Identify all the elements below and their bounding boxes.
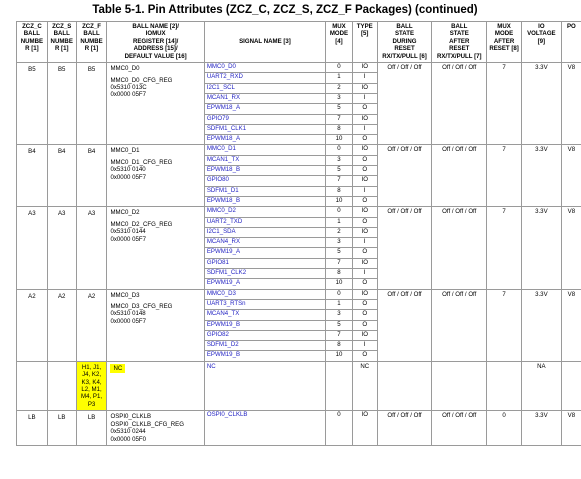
signal-link[interactable]: SDFM1_CLK2: [204, 269, 325, 279]
ball-name-line: MMC0_D2_CFG_REG: [110, 220, 173, 228]
mux-mode: 10: [326, 279, 353, 289]
signal-link[interactable]: EPWM18_B: [204, 196, 325, 206]
table-title: Table 5-1. Pin Attributes (ZCZ_C, ZCZ_S, ZCZ_F Packages) (continued): [92, 4, 478, 16]
signal-type: IO: [352, 114, 377, 124]
mux-mode: 2: [326, 83, 353, 93]
ball-number-zcz-f: LB: [76, 411, 107, 446]
mux-mode: 3: [326, 238, 353, 248]
signal-link[interactable]: I2C1_SCL: [204, 83, 325, 93]
mux-mode-after: 7: [487, 207, 522, 289]
signal-type: IO: [352, 176, 377, 186]
power: V8: [561, 289, 581, 361]
signal-type: I: [352, 269, 377, 279]
table-row: [17, 145, 581, 155]
ball-name-line: MMC0_D3: [110, 291, 140, 299]
ball-number-zcz-s: B4: [47, 145, 76, 207]
header-line: BALL: [53, 30, 70, 38]
signal-link[interactable]: EPWM19_A: [204, 248, 325, 258]
header-line: STATE: [449, 30, 469, 38]
header-po: PO: [561, 22, 581, 63]
ball-list-line: L2, M1,: [81, 385, 102, 393]
table-row: [17, 411, 581, 446]
header-line: IOMUX: [145, 30, 166, 38]
signal-type: O: [352, 104, 377, 114]
header-line: IO: [538, 23, 545, 30]
ball-state-after: Off / Off / Off: [432, 207, 487, 289]
header-line: [5]: [361, 30, 369, 38]
table-row: [17, 289, 581, 299]
mux-mode: 8: [326, 124, 353, 134]
header-mux-mode-after: [487, 22, 522, 63]
ball-state-after: Off / Off / Off: [432, 411, 487, 446]
ball-number-zcz-s: [47, 361, 76, 411]
signal-link[interactable]: I2C1_SDA: [204, 227, 325, 237]
ball-name-line: 0x0000 05F7: [110, 235, 147, 243]
header-line: AFTER: [449, 37, 470, 45]
header-line: ADDRESS [15]/: [133, 45, 178, 53]
ball-number-zcz-s: A2: [47, 289, 76, 361]
io-voltage: 3.3V: [522, 145, 562, 207]
mux-mode: 5: [326, 320, 353, 330]
io-voltage: 3.3V: [522, 411, 562, 446]
ball-number-zcz-c: LB: [17, 411, 48, 446]
header-line: BALL: [23, 30, 41, 38]
power: V8: [561, 411, 581, 446]
header-line: NUMBE: [80, 37, 103, 45]
signal-link[interactable]: MMC0_D1: [204, 145, 325, 155]
ball-name-line: 0x5310 0144: [110, 228, 146, 236]
signal-link[interactable]: UART2_TXD: [204, 217, 325, 227]
pin-attributes-table-wrapper: [16, 21, 581, 446]
ball-number-zcz-f: B4: [76, 145, 107, 207]
table-row: [17, 207, 581, 217]
mux-mode: 7: [326, 330, 353, 340]
mux-mode: 0: [326, 289, 353, 299]
ball-number-zcz-c: A2: [17, 289, 48, 361]
header-line: TYPE: [356, 23, 373, 30]
table-row-nc: [17, 361, 581, 411]
header-line: VOLTAGE: [527, 30, 556, 38]
mux-mode-after: 7: [487, 289, 522, 361]
signal-type: IO: [352, 258, 377, 268]
ball-state-after: Off / Off / Off: [432, 289, 487, 361]
mux-mode: 7: [326, 176, 353, 186]
ball-number-zcz-c: B4: [17, 145, 48, 207]
signal-type: O: [352, 310, 377, 320]
signal-type: IO: [352, 63, 377, 73]
mux-mode: 8: [326, 269, 353, 279]
signal-type: I: [352, 124, 377, 134]
signal-type: NC: [352, 361, 377, 411]
signal-type: IO: [352, 83, 377, 93]
signal-type: O: [352, 155, 377, 165]
header-line: [9]: [537, 37, 546, 45]
mux-mode: 1: [326, 73, 353, 83]
ball-name-nc: NC: [110, 364, 125, 373]
mux-mode-after: [487, 361, 522, 411]
highlighted-ball-list: [77, 362, 107, 411]
power: V8: [561, 145, 581, 207]
ball-list-line: P3: [87, 400, 96, 408]
ball-name-cell: [107, 207, 204, 289]
signal-link[interactable]: NC: [204, 361, 325, 411]
power: V8: [561, 207, 581, 289]
ball-name-cell: [107, 145, 204, 207]
mux-mode: 1: [326, 299, 353, 309]
signal-link[interactable]: MMC0_D0: [204, 63, 325, 73]
ball-name-line: 0x0000 05F0: [110, 435, 147, 443]
ball-name-line: MMC0_D3_CFG_REG: [110, 303, 173, 311]
signal-link[interactable]: EPWM18_A: [204, 104, 325, 114]
signal-type: O: [352, 217, 377, 227]
ball-name-cell: [107, 63, 204, 145]
signal-type: IO: [352, 207, 377, 217]
signal-type: I: [352, 238, 377, 248]
signal-type: IO: [352, 289, 377, 299]
header-line: RESET [8]: [489, 45, 519, 53]
ball-name-cell: [107, 289, 204, 361]
signal-link[interactable]: MMC0_D3: [204, 289, 325, 299]
signal-type: I: [352, 94, 377, 104]
header-line: REGISTER [14]/: [132, 37, 179, 45]
header-line: ZCZ_S: [52, 23, 72, 30]
mux-mode: 5: [326, 248, 353, 258]
signal-type: IO: [352, 145, 377, 155]
mux-mode: 7: [326, 258, 353, 268]
signal-link[interactable]: EPWM19_B: [204, 320, 325, 330]
signal-type: O: [352, 279, 377, 289]
header-line: RESET: [449, 45, 470, 53]
signal-type: O: [352, 166, 377, 176]
signal-link[interactable]: UART3_RTSn: [204, 299, 325, 309]
ball-name-line: 0x5310 0148: [110, 310, 146, 318]
signal-link[interactable]: GPIO79: [204, 114, 325, 124]
mux-mode: 10: [326, 351, 353, 361]
ball-state-after: Off / Off / Off: [432, 145, 487, 207]
signal-link[interactable]: GPIO80: [204, 176, 325, 186]
pin-attributes-table: [16, 21, 581, 446]
header-line: MODE: [329, 30, 349, 38]
signal-link[interactable]: MCAN4_RX: [204, 238, 325, 248]
header-io-voltage: [522, 22, 562, 63]
signal-type: O: [352, 299, 377, 309]
signal-link[interactable]: EPWM18_A: [204, 135, 325, 145]
table-row: [17, 63, 581, 73]
header-line: RESET: [394, 45, 415, 53]
signal-link[interactable]: UART2_RXD: [204, 73, 325, 83]
io-voltage: NA: [522, 361, 562, 411]
power: [561, 361, 581, 411]
signal-link[interactable]: MMC0_D2: [204, 207, 325, 217]
mux-mode: 5: [326, 166, 353, 176]
mux-mode: 7: [326, 114, 353, 124]
mux-mode-after: 7: [487, 63, 522, 145]
ball-name-line: MMC0_D2: [110, 209, 140, 217]
header-line: STATE: [394, 30, 415, 38]
header-zcz-f: [76, 22, 107, 63]
ball-name-line: 0x5310 0244: [110, 428, 146, 436]
mux-mode: 3: [326, 310, 353, 320]
header-signal-name: SIGNAL NAME [3]: [204, 22, 325, 63]
header-line: BALL: [396, 23, 413, 30]
header-ball-name: [107, 22, 204, 63]
ball-list-line: M4, P1,: [81, 393, 103, 401]
mux-mode: 1: [326, 217, 353, 227]
header-line: RX/TX/PULL [6]: [382, 52, 427, 60]
header-line: R [1]: [25, 45, 39, 53]
mux-mode: 0: [326, 145, 353, 155]
mux-mode: 8: [326, 341, 353, 351]
mux-mode: 0: [326, 207, 353, 217]
header-line: MODE: [494, 30, 514, 38]
signal-type: O: [352, 135, 377, 145]
ball-number-zcz-c: [17, 361, 48, 411]
ball-name-line: MMC0_D0_CFG_REG: [110, 76, 173, 84]
header-line: NUMBE: [20, 37, 44, 45]
signal-type: O: [352, 351, 377, 361]
header-line: NUMBE: [50, 37, 73, 45]
ball-name-line: OSPI0_CLKLB: [110, 413, 152, 421]
mux-mode-after: 0: [487, 411, 522, 446]
mux-mode-after: 7: [487, 145, 522, 207]
signal-link[interactable]: SDFM1_D2: [204, 341, 325, 351]
io-voltage: 3.3V: [522, 289, 562, 361]
signal-type: O: [352, 196, 377, 206]
mux-mode: 5: [326, 104, 353, 114]
table-body: [17, 63, 581, 446]
mux-mode: 0: [326, 411, 353, 446]
ball-number-zcz-s: A3: [47, 207, 76, 289]
ball-name-cell: [107, 411, 204, 446]
signal-type: I: [352, 341, 377, 351]
signal-link[interactable]: OSPI0_CLKLB: [204, 411, 325, 446]
ball-state-after: [432, 361, 487, 411]
ball-name-line: MMC0_D1: [110, 147, 140, 155]
ball-name-line: 0x0000 05F7: [110, 173, 147, 181]
header-line: ZCZ_F: [82, 23, 102, 30]
ball-list-line: K3, K4,: [81, 378, 102, 386]
ball-state-during: Off / Off / Off: [377, 63, 432, 145]
signal-link[interactable]: EPWM19_A: [204, 279, 325, 289]
header-line: DEFAULT VALUE [16]: [124, 52, 187, 60]
ball-number-zcz-f: B5: [76, 63, 107, 145]
signal-link[interactable]: SDFM1_D1: [204, 186, 325, 196]
header-line: RX/TX/PULL [7]: [436, 52, 482, 60]
signal-link[interactable]: MCAN1_RX: [204, 94, 325, 104]
ball-number-zcz-c: A3: [17, 207, 48, 289]
header-type: [352, 22, 377, 63]
signal-type: O: [352, 320, 377, 330]
signal-link[interactable]: GPIO81: [204, 258, 325, 268]
header-ball-state-after: [432, 22, 487, 63]
ball-name-line: MMC0_D0: [110, 65, 140, 73]
header-line: R [1]: [54, 45, 69, 53]
header-zcz-c: [17, 22, 48, 63]
signal-link[interactable]: MCAN4_TX: [204, 310, 325, 320]
table-header-row: [17, 22, 581, 63]
signal-link[interactable]: EPWM18_B: [204, 166, 325, 176]
signal-link[interactable]: GPIO82: [204, 330, 325, 340]
mux-mode: 10: [326, 135, 353, 145]
ball-number-zcz-s: LB: [47, 411, 76, 446]
power: V8: [561, 63, 581, 145]
signal-type: I: [352, 186, 377, 196]
ball-state-during: Off / Off / Off: [377, 411, 432, 446]
signal-link[interactable]: EPWM19_B: [204, 351, 325, 361]
ball-state-during: Off / Off / Off: [377, 289, 432, 361]
ball-name-line: MMC0_D1_CFG_REG: [110, 158, 173, 166]
mux-mode: 3: [326, 155, 353, 165]
signal-type: IO: [352, 227, 377, 237]
signal-type: IO: [352, 330, 377, 340]
signal-type: O: [352, 248, 377, 258]
ball-state-during: [377, 361, 432, 411]
header-line: MUX: [497, 23, 511, 30]
ball-state-during: Off / Off / Off: [377, 207, 432, 289]
header-line: BALL: [83, 30, 100, 38]
header-line: [4]: [335, 37, 343, 45]
signal-link[interactable]: MCAN1_TX: [204, 155, 325, 165]
header-line: ZCZ_C: [22, 23, 42, 30]
mux-mode: 10: [326, 196, 353, 206]
ball-number-zcz-s: B5: [47, 63, 76, 145]
ball-number-zcz-f: A3: [76, 207, 107, 289]
ball-name-line: OSPI0_CLKLB_CFG_REG: [110, 420, 184, 428]
header-ball-state-during: [377, 22, 432, 63]
header-zcz-s: [47, 22, 76, 63]
ball-state-after: Off / Off / Off: [432, 63, 487, 145]
ball-list-line: J4, K2,: [82, 371, 102, 379]
ball-name-line: 0x5310 0140: [110, 166, 146, 174]
header-line: BALL NAME [2]/: [132, 23, 179, 30]
ball-list-line: H1, J1,: [81, 363, 102, 371]
mux-mode: 2: [326, 227, 353, 237]
header-mux-mode: [326, 22, 353, 63]
mux-mode: 0: [326, 63, 353, 73]
ball-name-line: 0x0000 05F7: [110, 317, 147, 325]
ball-number-zcz-f: A2: [76, 289, 107, 361]
signal-type: IO: [352, 411, 377, 446]
ball-name-cell: [107, 361, 204, 411]
ball-number-zcz-f: [76, 361, 107, 411]
header-line: AFTER: [493, 37, 515, 45]
ball-state-during: Off / Off / Off: [377, 145, 432, 207]
mux-mode: 3: [326, 94, 353, 104]
header-line: DURING: [392, 37, 417, 45]
signal-type: I: [352, 73, 377, 83]
signal-link[interactable]: SDFM1_CLK1: [204, 124, 325, 134]
io-voltage: 3.3V: [522, 207, 562, 289]
mux-mode: [326, 361, 353, 411]
ball-name-line: 0x5310 013C: [110, 83, 147, 91]
header-line: R [1]: [84, 45, 99, 53]
mux-mode: 8: [326, 186, 353, 196]
ball-name-line: 0x0000 05F7: [110, 91, 147, 99]
header-line: MUX: [332, 23, 346, 30]
header-line: BALL: [451, 23, 468, 30]
io-voltage: 3.3V: [522, 63, 562, 145]
ball-number-zcz-c: B5: [17, 63, 48, 145]
